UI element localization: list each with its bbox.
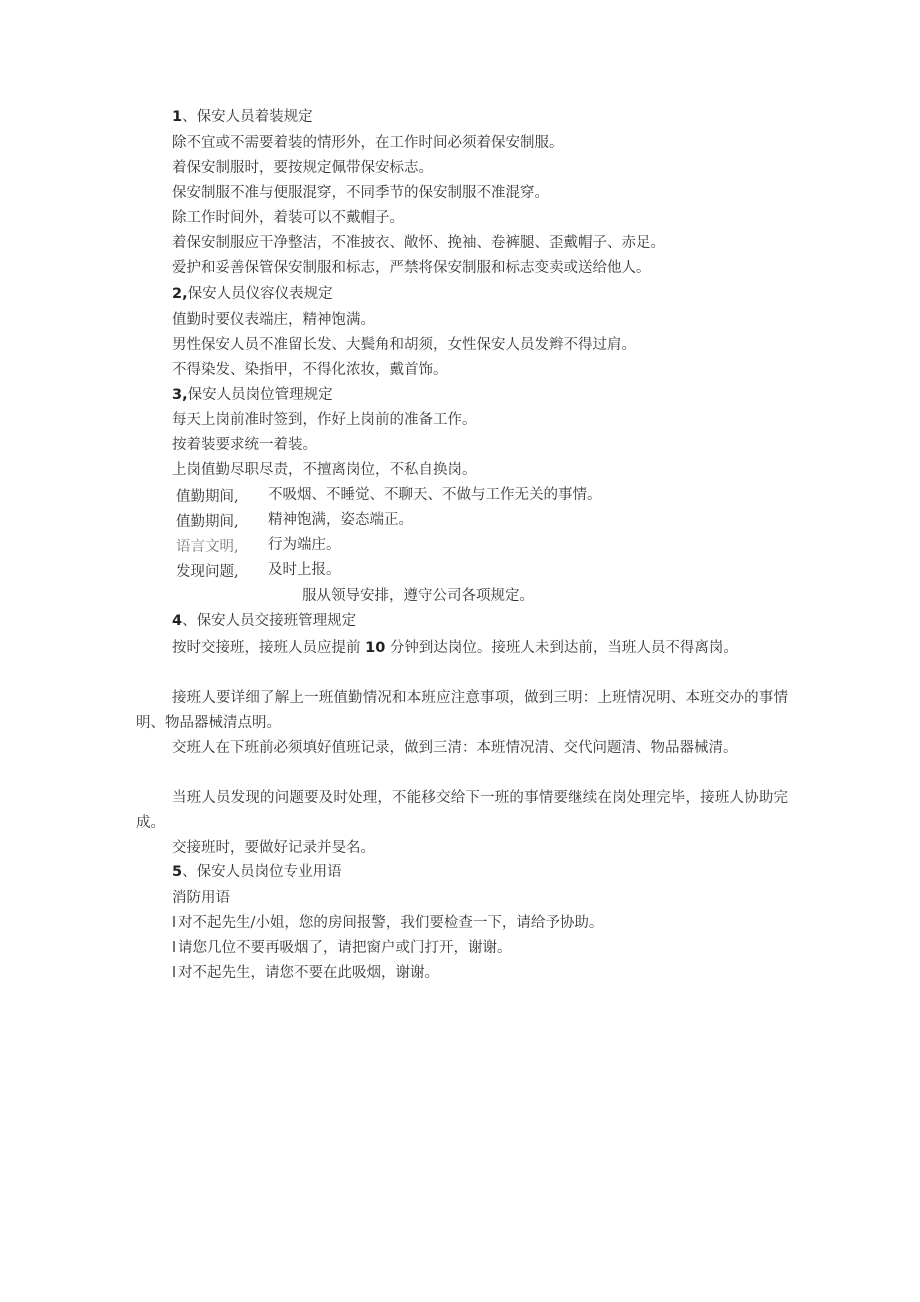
section-2-line: 值勤时要仪表端庄，精神饱满。 [172,312,375,328]
section-1-line: 着保安制服应干净整洁，不准披衣、敞怀、挽袖、卷裤腿、歪戴帽子、赤足。 [172,235,665,251]
section-2-line: 不得染发、染指甲，不得化浓妆，戴首饰。 [172,362,448,378]
duty-pair-value: 精神饱满，姿态端正。 [268,512,413,528]
bullet-icon: l [172,965,177,981]
duty-pair-label: 值勤期间, [176,514,239,530]
section-4-title: 、保安人员交接班管理规定 [182,613,357,629]
duty-pair-value: 行为端庄。 [268,537,341,553]
handover-paragraph-1-text-a: 按时交接班，接班人员应提前 [172,640,366,656]
fire-term-text: 对不起先生/小姐，您的房间报警，我们要检查一下，请给予协助。 [178,915,604,931]
duty-pair-label: 发现问题, [176,564,239,580]
section-4-heading [172,611,356,631]
section-1-heading [172,107,313,127]
fire-term-text: 对不起先生，请您不要在此吸烟，谢谢。 [178,965,440,981]
section-3-line: 上岗值勤尽职尽责，不擅离岗位，不私自换岗。 [172,462,477,478]
handover-paragraph-4: 当班人员发现的问题要及时处理，不能移交给下一班的事情要继续在岗处理完毕，接班人协助完成。 [136,790,788,831]
duty-pair-value: 及时上报。 [268,562,341,578]
handover-paragraph-1-text-b: 分钟到达岗位。接班人未到达前，当班人员不得离岗。 [385,640,738,656]
handover-paragraph-5: 交接班时，要做好记录并旻名。 [172,840,375,856]
section-1-number: 1 [172,109,183,125]
bullet-icon: l [172,940,177,956]
section-3-line: 每天上岗前准时签到，作好上岗前的准备工作。 [172,412,477,428]
fire-term-item [172,913,603,933]
fire-term-text: 请您几位不要再吸烟了，请把窗户或门打开，谢谢。 [178,940,512,956]
bullet-icon: l [172,915,177,931]
section-1-line: 保安制服不准与便服混穿，不同季节的保安制服不准混穿。 [172,185,549,201]
section-3-number: 3, [172,387,188,403]
section-1-line: 爱护和妥善保管保安制服和标志，严禁将保安制服和标志变卖或送给他人。 [172,260,651,276]
section-1-line: 除工作时间外，着装可以不戴帽子。 [172,210,404,226]
duty-pair-label: 语言文明, [176,539,239,555]
section-2-heading [172,284,333,304]
section-5-number: 5 [172,864,183,880]
handover-paragraph-3: 交班人在下班前必须填好值班记录，做到三清：本班情况清、交代问题清、物品器械清。 [172,740,738,756]
section-2-title: 保安人员仪容仪表规定 [187,286,333,302]
duty-pair-value: 不吸烟、不睡觉、不聊天、不做与工作无关的事情。 [268,487,602,503]
section-5-heading [172,862,342,882]
section-4-number: 4 [172,613,183,629]
section-3-heading [172,385,333,405]
section-3-title: 保安人员岗位管理规定 [187,387,333,403]
section-2-line: 男性保安人员不准留长发、大鬓角和胡须，女性保安人员发辫不得过肩。 [172,337,636,353]
section-5-title: 、保安人员岗位专业用语 [182,864,342,880]
handover-paragraph-2: 接班人要详细了解上一班值勤情况和本班应注意事项，做到三明：上班情况明、本班交办的事情明、物品器械清点明。 [136,690,788,731]
section-1-line: 除不宜或不需要着装的情形外，在工作时间必须着保安制服。 [172,135,564,151]
section-3-line: 按着装要求统一着装。 [172,437,317,453]
handover-paragraph-1 [136,636,788,661]
fire-terms-subtitle: 消防用语 [172,890,230,906]
duty-pair-label: 值勤期间, [176,489,239,505]
section-1-line: 着保安制服时，要按规定佩带保安标志。 [172,160,433,176]
fire-term-item [172,938,512,958]
section-2-number: 2, [172,286,188,302]
section-3-closing: 服从领导安排，遵守公司各项规定。 [302,588,534,604]
section-1-title: 、保安人员着装规定 [182,109,313,125]
handover-minutes-number: 10 [365,640,386,656]
fire-term-item [172,963,439,983]
